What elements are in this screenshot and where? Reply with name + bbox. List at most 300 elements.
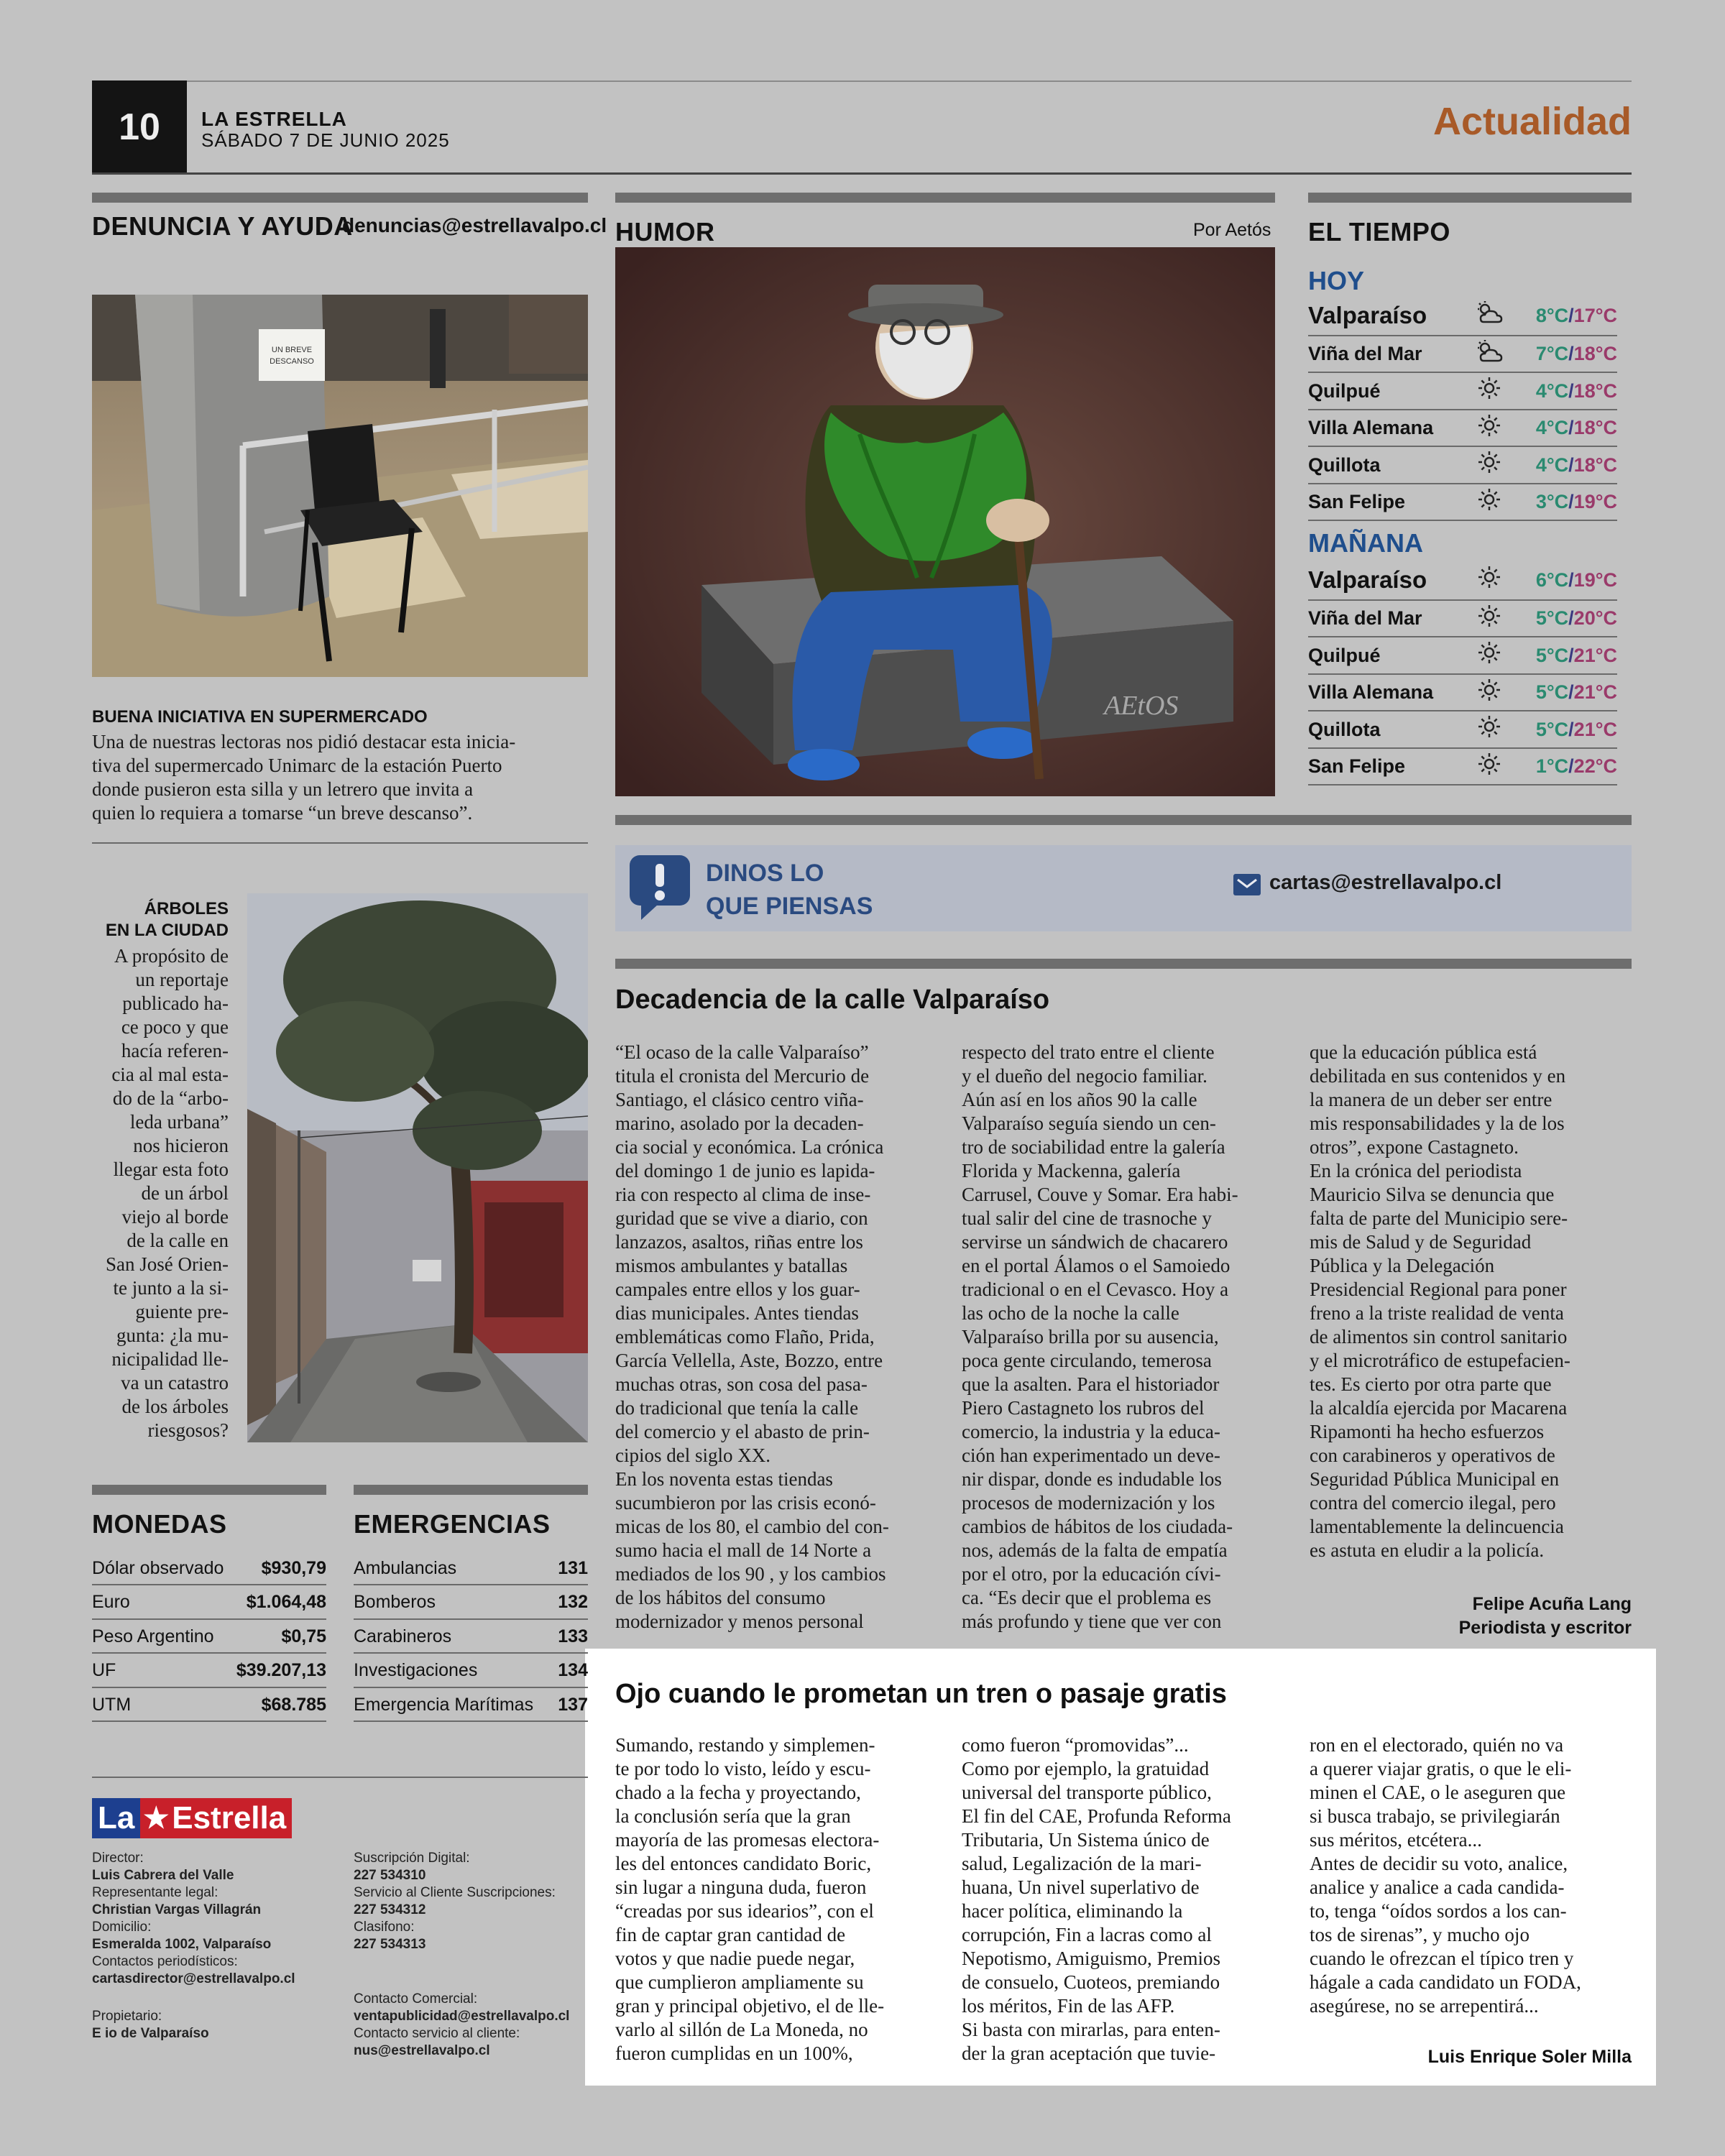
letter1-line: mis de Salud y de Seguridad bbox=[1310, 1231, 1532, 1253]
denuncia-caption bbox=[92, 730, 595, 825]
weather-row bbox=[1308, 712, 1617, 749]
letter2-line: ron en el electorado, quién no va bbox=[1310, 1734, 1564, 1756]
letter1-line: muchas otras, son cosa del pasa- bbox=[615, 1373, 868, 1395]
letter1-line: dias municipales. Antes tiendas bbox=[615, 1302, 859, 1324]
letter2-line: “creadas por sus idearios”, con el bbox=[615, 1900, 874, 1922]
letter1-col3 bbox=[1310, 1041, 1633, 1562]
director-name: Luis Cabrera del Valle bbox=[92, 1868, 234, 1883]
letter1-line: nir dispar, donde es indudable los bbox=[962, 1468, 1222, 1490]
cartas-email[interactable]: cartas@estrellavalpo.cl bbox=[1269, 871, 1502, 894]
letter1-author: Felipe Acuña Lang bbox=[1472, 1594, 1632, 1614]
weather-city: Quilpué bbox=[1308, 644, 1381, 666]
row-value: $68.785 bbox=[261, 1694, 326, 1715]
weather-temp bbox=[1509, 380, 1617, 402]
row-value: $930,79 bbox=[261, 1557, 326, 1578]
header-rule bbox=[92, 172, 1632, 175]
letter2-line: Nepotismo, Amiguismo, Premios bbox=[962, 1948, 1221, 1969]
weather-temp bbox=[1509, 681, 1617, 704]
envelope-icon bbox=[1233, 874, 1261, 895]
humor-top-bar bbox=[615, 193, 1275, 203]
letter1-line: que la educación pública está bbox=[1310, 1041, 1537, 1063]
paper-name: LA ESTRELLA bbox=[201, 108, 347, 130]
letter1-line: contra del comercio ilegal, pero bbox=[1310, 1492, 1556, 1514]
temp-min: 4°C bbox=[1535, 453, 1569, 476]
temp-max: 21°C bbox=[1573, 681, 1617, 703]
letter2-col1 bbox=[615, 1733, 939, 2065]
weather-row bbox=[1308, 484, 1617, 521]
letter1-line: emblemáticas como Flaño, Prida, bbox=[615, 1326, 875, 1348]
table-row bbox=[354, 1587, 588, 1620]
temp-separator: / bbox=[1568, 453, 1574, 476]
letter2-line: mayoría de las promesas electora- bbox=[615, 1829, 880, 1851]
hoy-label: HOY bbox=[1308, 266, 1365, 295]
letter2-line: gran y principal objetivo, el de lle- bbox=[615, 1995, 885, 2017]
letter1-line: otros”, expone Castagneto. bbox=[1310, 1136, 1519, 1158]
letter2-line: a querer viajar gratis, o que le eli- bbox=[1310, 1758, 1572, 1779]
letter1-line: ca. “Es decir que el problema es bbox=[962, 1587, 1212, 1608]
temp-min: 1°C bbox=[1535, 755, 1569, 777]
dinos-title-line: QUE PIENSAS bbox=[706, 893, 873, 920]
weather-temp bbox=[1509, 569, 1617, 591]
arboles-line: nos hicieron bbox=[133, 1135, 229, 1156]
letter1-line: del comercio y el abasto de prin- bbox=[615, 1421, 870, 1442]
letter1-line: cambios de hábitos de los ciudada- bbox=[962, 1516, 1233, 1537]
dom-label: Domicilio: bbox=[92, 1920, 152, 1935]
letter1-line: Valparaíso brilla por su ausencia, bbox=[962, 1326, 1219, 1348]
letter2-line: hacer política, eliminando la bbox=[962, 1900, 1183, 1922]
letter2-line: cuando le ofrezcan el típico tren y bbox=[1310, 1948, 1574, 1969]
clas-phone: 227 534313 bbox=[354, 1937, 426, 1952]
weather-row bbox=[1308, 749, 1617, 786]
owner-name: E io de Valparaíso bbox=[92, 2026, 209, 2041]
sub-label: Suscripción Digital: bbox=[354, 1851, 470, 1866]
star-icon: ★ bbox=[143, 1802, 170, 1834]
letter1-line: falta de parte del Municipio sere- bbox=[1310, 1207, 1568, 1229]
table-row bbox=[354, 1655, 588, 1688]
dinos-title bbox=[706, 857, 873, 923]
arboles-line: do de la “arbo- bbox=[112, 1087, 229, 1109]
letter1-line: do tradicional que tenía la calle bbox=[615, 1397, 859, 1419]
letter2-line: los méritos, Fin de las AFP. bbox=[962, 1995, 1175, 2017]
letter1-line: cia social y económica. La crónica bbox=[615, 1136, 884, 1158]
rep-label: Representante legal: bbox=[92, 1885, 218, 1900]
weather-row bbox=[1308, 675, 1617, 711]
letter2-line: tos de sirenas”, y mucho ojo bbox=[1310, 1924, 1530, 1945]
letter2-author: Luis Enrique Soler Milla bbox=[1427, 2047, 1632, 2067]
weather-city: Quilpué bbox=[1308, 379, 1381, 402]
weather-city: Viña del Mar bbox=[1308, 343, 1422, 364]
letter2-line: la conclusión sería que la gran bbox=[615, 1805, 851, 1827]
temp-separator: / bbox=[1568, 644, 1574, 666]
arboles-line: hacía referen- bbox=[121, 1040, 229, 1061]
table-row bbox=[92, 1552, 326, 1585]
letter1-line: las ocho de la noche la calle bbox=[962, 1302, 1179, 1324]
letter2-line: salud, Legalización de la mari- bbox=[962, 1853, 1202, 1874]
letter1-line: la alcaldía ejercida por Macarena bbox=[1310, 1397, 1568, 1419]
arboles-title bbox=[92, 898, 229, 941]
weather-row bbox=[1308, 448, 1617, 484]
letter1-line: mis responsabilidades y la de los bbox=[1310, 1112, 1565, 1134]
letter1-line: Aún así en los años 90 la calle bbox=[962, 1089, 1197, 1110]
com-label: Contacto Comercial: bbox=[354, 1991, 478, 2007]
arboles-line: gunta: ¿la mu- bbox=[116, 1325, 229, 1346]
cartoon-signature: AEtOS bbox=[1104, 691, 1179, 721]
row-value: $1.064,48 bbox=[246, 1592, 326, 1612]
row-label: UF bbox=[92, 1660, 116, 1680]
letter1-line: mismos ambulantes y batallas bbox=[615, 1255, 848, 1276]
table-row bbox=[354, 1689, 588, 1722]
letter1-top-bar bbox=[615, 959, 1632, 969]
letter2-line: Antes de decidir su voto, analice, bbox=[1310, 1853, 1568, 1874]
letter2-line: fueron cumplidas en un 100%, bbox=[615, 2042, 853, 2064]
tiempo-top-bar bbox=[1308, 193, 1632, 203]
logo-la: La bbox=[92, 1798, 140, 1838]
letter1-line: y el microtráfico de estupefacien- bbox=[1310, 1350, 1570, 1371]
letter1-line: de los hábitos del consumo bbox=[615, 1587, 826, 1608]
letter1-line: ción han experimentado un deve- bbox=[962, 1445, 1220, 1466]
weather-temp bbox=[1509, 607, 1617, 630]
table-row bbox=[92, 1621, 326, 1654]
caption-line: quien lo requiera a tomarse “un breve descanso”. bbox=[92, 802, 473, 824]
row-label: Ambulancias bbox=[354, 1557, 457, 1578]
letter1-line: es astuta en eludir a la policía. bbox=[1310, 1539, 1545, 1561]
street-tree-photo bbox=[247, 893, 588, 1442]
letter1-signature bbox=[1459, 1593, 1632, 1640]
weather-temp bbox=[1509, 417, 1617, 439]
tiempo-title: EL TIEMPO bbox=[1308, 217, 1450, 247]
letter1-line: con carabineros y operativos de bbox=[1310, 1445, 1555, 1466]
staff-right bbox=[354, 1850, 569, 2060]
letter1-line: sucumbieron por las crisis econó- bbox=[615, 1492, 876, 1514]
row-label: Investigaciones bbox=[354, 1660, 478, 1680]
letter2-line: minen el CAE, o le aseguren que bbox=[1310, 1782, 1566, 1803]
letter1-line: poca gente circulando, temerosa bbox=[962, 1350, 1212, 1371]
letter2-line: varlo al sillón de La Moneda, no bbox=[615, 2019, 868, 2040]
letter1-line: comercio, la industria y la educa- bbox=[962, 1421, 1220, 1442]
row-value: 133 bbox=[558, 1626, 588, 1646]
temp-max: 19°C bbox=[1573, 568, 1617, 591]
sun-icon bbox=[1469, 487, 1509, 517]
table-row bbox=[92, 1655, 326, 1688]
letter2-line: Como por ejemplo, la gratuidad bbox=[962, 1758, 1210, 1779]
letter1-col1 bbox=[615, 1041, 939, 1634]
sun-icon bbox=[1469, 640, 1509, 671]
letter1-line: que la asalten. Para el historiador bbox=[962, 1373, 1220, 1395]
la-estrella-logo bbox=[92, 1798, 292, 1838]
letter2-line: votos y que nadie puede negar, bbox=[615, 1948, 855, 1969]
weather-row bbox=[1308, 336, 1617, 373]
arboles-line: nicipalidad lle- bbox=[111, 1348, 229, 1370]
section-name: Actualidad bbox=[1432, 100, 1632, 143]
temp-max: 18°C bbox=[1573, 453, 1617, 476]
arboles-line: guiente pre- bbox=[135, 1301, 229, 1322]
row-label: Euro bbox=[92, 1592, 130, 1612]
letter2-col3 bbox=[1310, 1733, 1633, 2018]
row-value: 132 bbox=[558, 1592, 588, 1612]
monedas-title: MONEDAS bbox=[92, 1509, 227, 1539]
sun-icon bbox=[1469, 678, 1509, 708]
arboles-line: A propósito de bbox=[114, 945, 229, 967]
temp-separator: / bbox=[1568, 718, 1574, 740]
temp-min: 8°C bbox=[1535, 304, 1569, 326]
letter2-line: asegúrese, no se arrepentirá... bbox=[1310, 1995, 1539, 2017]
letter1-line: respecto del trato entre el cliente bbox=[962, 1041, 1215, 1063]
weather-city: Villa Alemana bbox=[1308, 681, 1434, 703]
temp-separator: / bbox=[1568, 755, 1574, 777]
temp-separator: / bbox=[1568, 681, 1574, 703]
letter1-line: debilitada en sus contenidos y en bbox=[1310, 1065, 1566, 1087]
temp-max: 17°C bbox=[1573, 304, 1617, 326]
caption-head: BUENA INICIATIVA EN SUPERMERCADO bbox=[92, 707, 428, 727]
letter1-line: micas de los 80, el cambio del con- bbox=[615, 1516, 889, 1537]
temp-max: 20°C bbox=[1573, 607, 1617, 629]
weather-temp bbox=[1509, 491, 1617, 513]
temp-min: 5°C bbox=[1535, 644, 1569, 666]
row-value: 137 bbox=[558, 1694, 588, 1715]
weather-row bbox=[1308, 374, 1617, 410]
letter2-line: que cumplieron ampliamente su bbox=[615, 1971, 864, 1993]
letter2-line: te por todo lo visto, leído y escu- bbox=[615, 1758, 871, 1779]
letter2-line: como fueron “promovidas”... bbox=[962, 1734, 1189, 1756]
temp-min: 5°C bbox=[1535, 681, 1569, 703]
logo-estrella-block bbox=[140, 1798, 292, 1838]
row-label: Dólar observado bbox=[92, 1557, 224, 1578]
owner-label: Propietario: bbox=[92, 2009, 162, 2024]
letter1-line: Florida y Mackenna, galería bbox=[962, 1160, 1181, 1181]
clas-label: Clasifono: bbox=[354, 1920, 415, 1935]
letter1-line: ria con respecto al clima de inse- bbox=[615, 1184, 871, 1205]
temp-max: 18°C bbox=[1573, 379, 1617, 402]
letter2-line: les del entonces candidato Boric, bbox=[615, 1853, 872, 1874]
service-phone: 227 534312 bbox=[354, 1902, 426, 1917]
weather-row bbox=[1308, 296, 1617, 336]
letter1-title: Decadencia de la calle Valparaíso bbox=[615, 985, 1050, 1015]
dinos-top-bar bbox=[615, 815, 1632, 825]
arboles-title-line: ÁRBOLES bbox=[144, 899, 229, 918]
humor-author: Por Aetós bbox=[1193, 220, 1271, 240]
letter1-line: del domingo 1 de junio es lapida- bbox=[615, 1160, 875, 1181]
temp-separator: / bbox=[1568, 607, 1574, 629]
letter1-line: guridad que se vive a diario, con bbox=[615, 1207, 868, 1229]
arboles-line: de la calle en bbox=[126, 1230, 229, 1251]
dom-address: Esmeralda 1002, Valparaíso bbox=[92, 1937, 272, 1952]
temp-separator: / bbox=[1568, 568, 1574, 591]
letter1-line: marino, asolado por la decaden- bbox=[615, 1112, 864, 1134]
arboles-line: un reportaje bbox=[135, 969, 229, 990]
staff-left bbox=[92, 1850, 295, 2042]
letter1-line: en el portal Álamos o el Samoiedo bbox=[962, 1255, 1230, 1276]
letter2-line: corrupción, Fin a lacras como al bbox=[962, 1924, 1212, 1945]
weather-city: Viña del Mar bbox=[1308, 607, 1422, 629]
arboles-line: riesgosos? bbox=[147, 1419, 229, 1441]
letter1-line: Piero Castagneto los rubros del bbox=[962, 1397, 1205, 1419]
arboles-line: cia al mal esta- bbox=[111, 1064, 229, 1085]
temp-min: 4°C bbox=[1535, 417, 1569, 438]
caption-line: donde pusieron esta silla y un letrero que invita a bbox=[92, 778, 474, 800]
arboles-line: te junto a la si- bbox=[113, 1277, 229, 1299]
director-label: Director: bbox=[92, 1851, 144, 1866]
sun-icon bbox=[1469, 565, 1509, 595]
weather-city: Valparaíso bbox=[1308, 566, 1427, 593]
denuncia-email[interactable]: denuncias@estrellavalpo.cl bbox=[342, 214, 607, 236]
temp-separator: / bbox=[1568, 379, 1574, 402]
temp-min: 4°C bbox=[1535, 379, 1569, 402]
supermarket-photo bbox=[92, 295, 588, 677]
monedas-top-bar bbox=[92, 1485, 326, 1495]
letter1-author-role: Periodista y escritor bbox=[1458, 1618, 1632, 1638]
sun-icon bbox=[1469, 413, 1509, 443]
letter1-line: cipios del siglo XX. bbox=[615, 1445, 770, 1466]
client-label: Contacto servicio al cliente: bbox=[354, 2026, 520, 2041]
letter1-line: Presidencial Regional para poner bbox=[1310, 1279, 1567, 1300]
letter1-line: tro de sociabilidad entre la galería bbox=[962, 1136, 1225, 1158]
exclamation-speech-icon bbox=[627, 852, 693, 921]
letter1-line: y el dueño del negocio familiar. bbox=[962, 1065, 1208, 1087]
sun-icon bbox=[1469, 714, 1509, 745]
temp-max: 21°C bbox=[1573, 718, 1617, 740]
arboles-line: viejo al borde bbox=[121, 1206, 229, 1227]
letter2-line: si busca trabajo, se privilegiarán bbox=[1310, 1805, 1560, 1827]
letter2-line: to, tenga “oídos sordos a los can- bbox=[1310, 1900, 1567, 1922]
letter1-line: Seguridad Pública Municipal en bbox=[1310, 1468, 1560, 1490]
weather-city: Valparaíso bbox=[1308, 302, 1427, 328]
letter1-line: lamentablemente la delincuencia bbox=[1310, 1516, 1564, 1537]
letter2-line: analice y analice a cada candida- bbox=[1310, 1876, 1565, 1898]
temp-separator: / bbox=[1568, 491, 1574, 512]
denuncia-bottom-rule bbox=[92, 842, 588, 844]
weather-row bbox=[1308, 601, 1617, 637]
letter1-line: lanzazos, asaltos, riñas entre los bbox=[615, 1231, 863, 1253]
letter2-line: El fin del CAE, Profunda Reforma bbox=[962, 1805, 1231, 1827]
row-value: 131 bbox=[558, 1557, 588, 1578]
contact-label: Contactos periodísticos: bbox=[92, 1954, 238, 1969]
contact-email[interactable]: cartasdirector@estrellavalpo.cl bbox=[92, 1971, 295, 1986]
temp-max: 18°C bbox=[1573, 417, 1617, 438]
temp-min: 5°C bbox=[1535, 718, 1569, 740]
emergencias-title: EMERGENCIAS bbox=[354, 1509, 551, 1539]
letter2-line: fin de captar gran cantidad de bbox=[615, 1924, 846, 1945]
letter1-line: nos, además de la falta de empatía bbox=[962, 1539, 1228, 1561]
letter2-line: Tributaria, Un Sistema único de bbox=[962, 1829, 1210, 1851]
sun-icon bbox=[1469, 376, 1509, 406]
client-email[interactable]: nus@estrellavalpo.cl bbox=[354, 2043, 490, 2058]
arboles-line: de los árboles bbox=[121, 1396, 229, 1417]
humor-title: HUMOR bbox=[615, 217, 715, 247]
letter1-line: modernizador y menos personal bbox=[615, 1611, 864, 1632]
arboles-line: publicado ha- bbox=[122, 992, 229, 1014]
letter2-line: sus méritos, etcétera... bbox=[1310, 1829, 1482, 1851]
weather-city: San Felipe bbox=[1308, 755, 1406, 777]
weather-temp bbox=[1509, 305, 1617, 327]
sun-icon bbox=[1469, 604, 1509, 634]
weather-city: San Felipe bbox=[1308, 491, 1406, 512]
top-rule bbox=[92, 80, 1632, 82]
temp-separator: / bbox=[1568, 343, 1574, 364]
letter1-line: la manera de un deber ser entre bbox=[1310, 1089, 1552, 1110]
letter1-line: Santiago, el clásico centro viña- bbox=[615, 1089, 864, 1110]
row-label: UTM bbox=[92, 1694, 132, 1715]
letter1-line: En los noventa estas tiendas bbox=[615, 1468, 833, 1490]
com-email[interactable]: ventapublicidad@estrellavalpo.cl bbox=[354, 2009, 570, 2024]
denuncia-title: DENUNCIA Y AYUDA bbox=[92, 211, 353, 241]
letter1-line: procesos de modernización y los bbox=[962, 1492, 1215, 1514]
letter2-line: hágale a cada candidato un FODA, bbox=[1310, 1971, 1581, 1993]
staff-top-rule bbox=[92, 1777, 588, 1778]
row-label: Peso Argentino bbox=[92, 1626, 214, 1646]
letter2-line: Si basta con mirarlas, para enten- bbox=[962, 2019, 1220, 2040]
table-row bbox=[354, 1621, 588, 1654]
humor-cartoon bbox=[615, 247, 1275, 796]
temp-min: 5°C bbox=[1535, 607, 1569, 629]
temp-separator: / bbox=[1568, 304, 1574, 326]
sun-icon bbox=[1469, 752, 1509, 782]
row-label: Bomberos bbox=[354, 1592, 436, 1612]
letter1-line: En la crónica del periodista bbox=[1310, 1160, 1522, 1181]
row-value: 134 bbox=[558, 1660, 588, 1680]
letter1-col2 bbox=[962, 1041, 1285, 1634]
letter1-line: tradicional o en el Cevasco. Hoy a bbox=[962, 1279, 1229, 1300]
manana-label: MAÑANA bbox=[1308, 528, 1423, 558]
letter1-line: por el otro, por la educación cívi- bbox=[962, 1563, 1221, 1585]
arboles-line: llegar esta foto bbox=[113, 1158, 229, 1180]
weather-temp bbox=[1509, 343, 1617, 365]
svg-text:UN BREVE: UN BREVE bbox=[271, 346, 313, 354]
table-row bbox=[92, 1587, 326, 1620]
arboles-line: leda urbana” bbox=[129, 1111, 229, 1133]
rep-name: Christian Vargas Villagrán bbox=[92, 1902, 262, 1917]
letter1-line: Carrusel, Couve y Somar. Era habi- bbox=[962, 1184, 1238, 1205]
arboles-line: va un catastro bbox=[121, 1372, 229, 1393]
letter1-line: de alimentos sin control sanitario bbox=[1310, 1326, 1568, 1348]
weather-city: Villa Alemana bbox=[1308, 417, 1434, 438]
arboles-text bbox=[85, 944, 229, 1442]
letter2-line: der la gran aceptación que tuvie- bbox=[962, 2042, 1216, 2064]
arboles-line: ce poco y que bbox=[121, 1016, 229, 1038]
table-row bbox=[92, 1689, 326, 1722]
weather-city: Quillota bbox=[1308, 718, 1381, 740]
letter1-line: tual salir del cine de trasnoche y bbox=[962, 1207, 1212, 1229]
dinos-title-line: DINOS LO bbox=[706, 860, 824, 887]
letter2-line: Sumando, restando y simplemen- bbox=[615, 1734, 875, 1756]
caption-line: tiva del supermercado Unimarc de la estación Puerto bbox=[92, 755, 502, 776]
logo-estrella: Estrella bbox=[172, 1800, 287, 1835]
letter2-line: sin lugar a ninguna duda, fueron bbox=[615, 1876, 867, 1898]
letter1-line: mediados de los 90 , y los cambios bbox=[615, 1563, 886, 1585]
letter1-line: “El ocaso de la calle Valparaíso” bbox=[615, 1041, 869, 1063]
partly-cloudy-icon bbox=[1469, 339, 1509, 369]
letter1-line: titula el cronista del Mercurio de bbox=[615, 1065, 870, 1087]
temp-max: 22°C bbox=[1573, 755, 1617, 777]
caption-line: Una de nuestras lectoras nos pidió destacar esta inicia- bbox=[92, 731, 516, 752]
temp-max: 21°C bbox=[1573, 644, 1617, 666]
letter1-line: servirse un sándwich de chacarero bbox=[962, 1231, 1228, 1253]
svg-text:DESCANSO: DESCANSO bbox=[270, 357, 314, 366]
letter2-line: chado a la fecha y proyectando, bbox=[615, 1782, 861, 1803]
letter2-line: universal del transporte público, bbox=[962, 1782, 1212, 1803]
denuncia-top-bar bbox=[92, 193, 588, 203]
letter1-line: freno a la triste realidad de venta bbox=[1310, 1302, 1564, 1324]
temp-min: 6°C bbox=[1535, 568, 1569, 591]
letter1-line: más profundo y tiene que ver con bbox=[962, 1611, 1222, 1632]
partly-cloudy-icon bbox=[1469, 300, 1509, 331]
weather-row bbox=[1308, 561, 1617, 601]
temp-min: 7°C bbox=[1535, 343, 1569, 364]
weather-row bbox=[1308, 638, 1617, 675]
page-number: 10 bbox=[92, 80, 187, 174]
row-label: Emergencia Marítimas bbox=[354, 1694, 534, 1715]
letter1-line: tes. Es cierto por otra parte que bbox=[1310, 1373, 1552, 1395]
temp-min: 3°C bbox=[1535, 491, 1569, 512]
